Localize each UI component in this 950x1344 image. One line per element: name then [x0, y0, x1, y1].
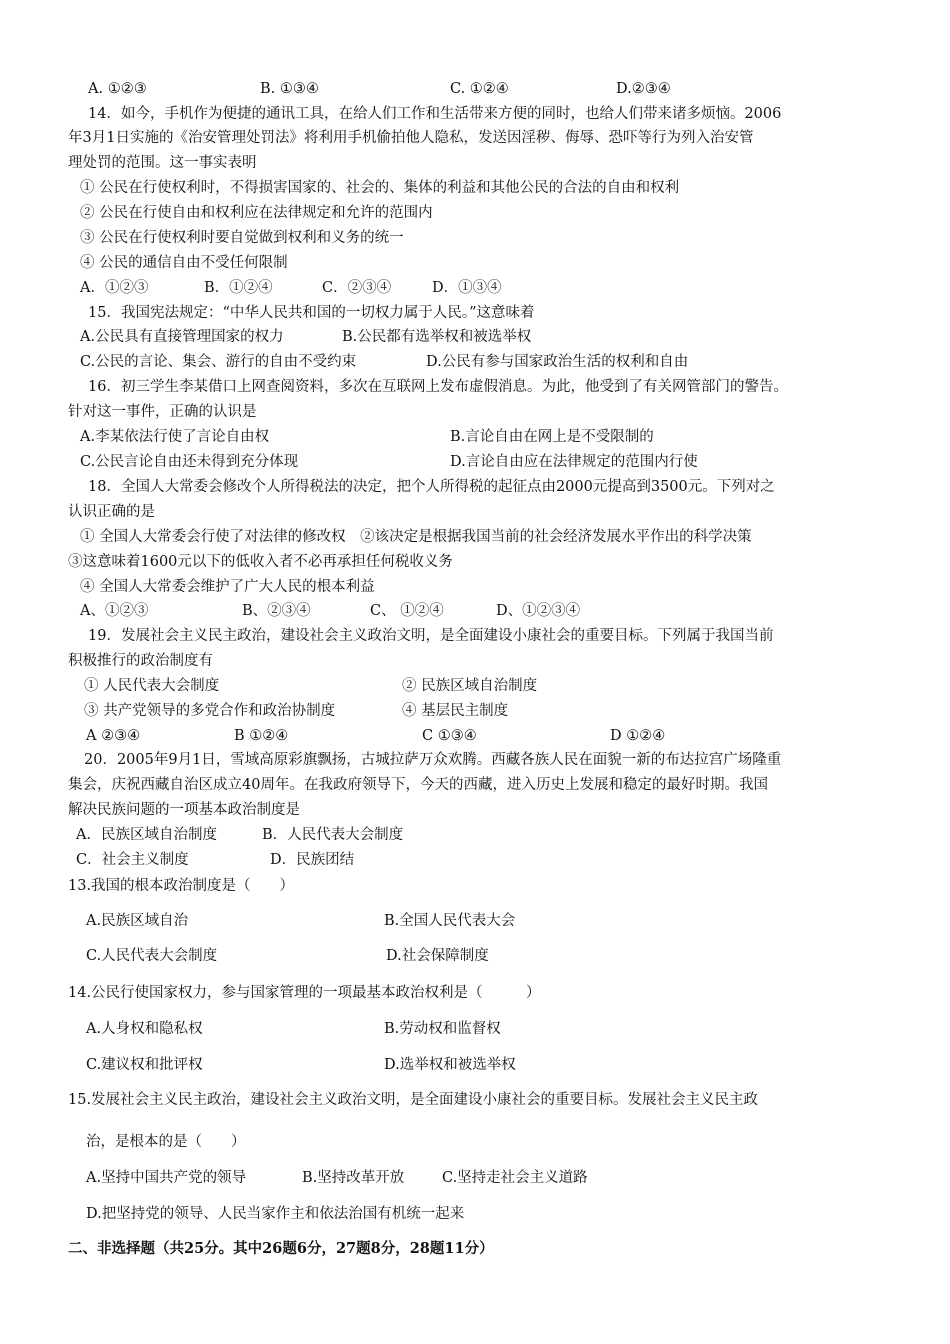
option-b: B、②③④ [242, 603, 311, 619]
q18-statement-1-2: ① 全国人大常委会行使了对法律的修改权 ②该决定是根据我国当前的社会经济发展水平作出的科学决策 [80, 529, 752, 545]
q14a-statement-1: ① 公民在行使权利时，不得损害国家的、社会的、集体的利益和其他公民的合法的自由和权利 [80, 180, 680, 196]
q14a-stem-line3: 理处罚的范围。这一事实表明 [68, 155, 257, 171]
option-b: B.坚持改革开放 [302, 1170, 405, 1186]
option-b: B．①②④ [204, 280, 273, 296]
q15a-stem: 15．我国宪法规定：“中华人民共和国的一切权力属于人民。”这意味着 [88, 305, 535, 321]
option-a: A.人身权和隐私权 [86, 1021, 203, 1037]
option-b: B ①②④ [234, 728, 289, 744]
statement-1: ① 人民代表大会制度 [84, 678, 220, 694]
q16-stem-line2: 针对这一事件，正确的认识是 [68, 404, 257, 420]
q13-prev-options [88, 79, 671, 99]
option-a: A.民族区域自治 [86, 913, 189, 929]
q20-stem-line1: 20．2005年9月1日，雪域高原彩旗飘扬，古城拉萨万众欢腾。西藏各族人民在面貌一新的布达拉宫广场隆重 [84, 752, 782, 768]
option-a: A、①②③ [80, 603, 149, 619]
q15b-options-row1 [86, 1168, 588, 1188]
q14b-stem: 14.公民行使国家权力，参与国家管理的一项最基本政治权利是（ ） [68, 985, 541, 1001]
q14a-statement-3: ③ 公民在行使权利时要自觉做到权利和义务的统一 [80, 230, 404, 246]
q14b-options-row1 [86, 1019, 501, 1039]
q13b-stem: 13.我国的根本政治制度是（ ） [68, 878, 295, 894]
option-c: C.坚持走社会主义道路 [442, 1170, 588, 1186]
option-c: C、 ①②④ [370, 603, 444, 619]
option-c: C ①③④ [422, 728, 477, 744]
q16-options-row2 [80, 452, 698, 472]
q20-stem-line2: 集会，庆祝西藏自治区成立40周年。在我政府领导下，今天的西藏，进入历史上发展和稳定的最好时期。我国 [68, 777, 768, 793]
option-c: C．②③④ [322, 280, 392, 296]
q14a-statement-2: ② 公民在行使自由和权利应在法律规定和允许的范围内 [80, 205, 433, 221]
q13b-options-row1 [86, 911, 515, 931]
option-d: D ①②④ [610, 728, 666, 744]
q18-stem-line1: 18．全国人大常委会修改个人所得税法的决定，把个人所得税的起征点由2000元提高到3500元。下列对之 [88, 479, 775, 495]
option-b: B.劳动权和监督权 [384, 1021, 501, 1037]
q19-stem-line1: 19．发展社会主义民主政治，建设社会主义政治文明，是全面建设小康社会的重要目标。下列属于我国当前 [88, 628, 774, 644]
option-d: D.②③④ [616, 81, 671, 97]
option-b: B. ①③④ [260, 81, 319, 97]
q18-stem-line2: 认识正确的是 [68, 504, 155, 520]
q16-options-row1 [80, 427, 654, 447]
q18-statement-4: ④ 全国人大常委会维护了广大人民的根本利益 [80, 579, 375, 595]
q14b-options-row2 [86, 1055, 516, 1075]
option-c: C.公民言论自由还未得到充分体现 [80, 454, 299, 470]
q14a-options [80, 278, 502, 298]
statement-3: ③ 共产党领导的多党合作和政治协制度 [84, 703, 336, 719]
option-d: D、①②③④ [496, 603, 581, 619]
q19-stem-line2: 积极推行的政治制度有 [68, 653, 213, 669]
q20-options-row2 [76, 850, 354, 870]
option-b: B．人民代表大会制度 [262, 827, 404, 843]
option-a: A.李某依法行使了言论自由权 [80, 429, 270, 445]
q18-options [80, 601, 580, 621]
q20-options-row1 [76, 825, 403, 845]
option-d: D．民族团结 [270, 852, 355, 868]
q19-statements-row2 [84, 701, 508, 721]
option-b: B.公民都有选举权和被选举权 [342, 329, 532, 345]
q19-statements-row1 [84, 676, 537, 696]
section2-heading: 二、非选择题（共25分。其中26题6分，27题8分，28题11分） [68, 1240, 494, 1257]
q14a-stem-line2: 年3月1日实施的《治安管理处罚法》将利用手机偷拍他人隐私，发送因淫秽、侮辱、恐吓等行为列入治安管 [68, 130, 754, 146]
statement-2: ② 民族区域自治制度 [402, 678, 538, 694]
option-c: C. ①②④ [450, 81, 509, 97]
option-a: A.坚持中国共产党的领导 [86, 1170, 247, 1186]
option-a: A．民族区域自治制度 [76, 827, 217, 843]
q16-stem-line1: 16．初三学生李某借口上网查阅资料，多次在互联网上发布虚假消息。为此，他受到了有关网管部门的警告。 [88, 379, 788, 395]
q15b-stem-line1: 15.发展社会主义民主政治，建设社会主义政治文明，是全面建设小康社会的重要目标。发展社会主义民主政 [68, 1092, 759, 1108]
statement-4: ④ 基层民主制度 [402, 703, 509, 719]
q15a-options-row2 [80, 352, 688, 372]
q15b-stem-line2: 治，是根本的是（ ） [86, 1134, 246, 1150]
option-d: D.公民有参与国家政治生活的权利和自由 [426, 354, 689, 370]
option-a: A. ①②③ [88, 81, 147, 97]
option-c: C.人民代表大会制度 [86, 948, 218, 964]
option-a: A.公民具有直接管理国家的权力 [80, 329, 284, 345]
option-d: D.言论自由应在法律规定的范围内行使 [450, 454, 698, 470]
q19-options [86, 726, 665, 746]
q20-stem-line3: 解决民族问题的一项基本政治制度是 [68, 802, 300, 818]
q13b-options-row2 [86, 946, 489, 966]
option-c: C.公民的言论、集会、游行的自由不受约束 [80, 354, 357, 370]
option-d: D.选举权和被选举权 [384, 1057, 516, 1073]
option-a: A ②③④ [86, 728, 141, 744]
option-d: D．①③④ [432, 280, 502, 296]
option-d: D.社会保障制度 [386, 948, 489, 964]
q14a-stem-line1: 14．如今，手机作为便捷的通讯工具，在给人们工作和生活带来方便的同时，也给人们带来诸多烦恼。2006 [88, 106, 782, 122]
q18-statement-3: ③这意味着1600元以下的低收入者不必再承担任何税收义务 [68, 554, 453, 570]
q15a-options-row1 [80, 327, 531, 347]
option-c: C．社会主义制度 [76, 852, 189, 868]
q14a-statement-4: ④ 公民的通信自由不受任何限制 [80, 255, 288, 271]
option-c: C.建议权和批评权 [86, 1057, 203, 1073]
option-b: B.言论自由在网上是不受限制的 [450, 429, 654, 445]
q15b-option-d: D.把坚持党的领导、人民当家作主和依法治国有机统一起来 [86, 1206, 465, 1222]
option-a: A．①②③ [80, 280, 149, 296]
option-b: B.全国人民代表大会 [384, 913, 516, 929]
